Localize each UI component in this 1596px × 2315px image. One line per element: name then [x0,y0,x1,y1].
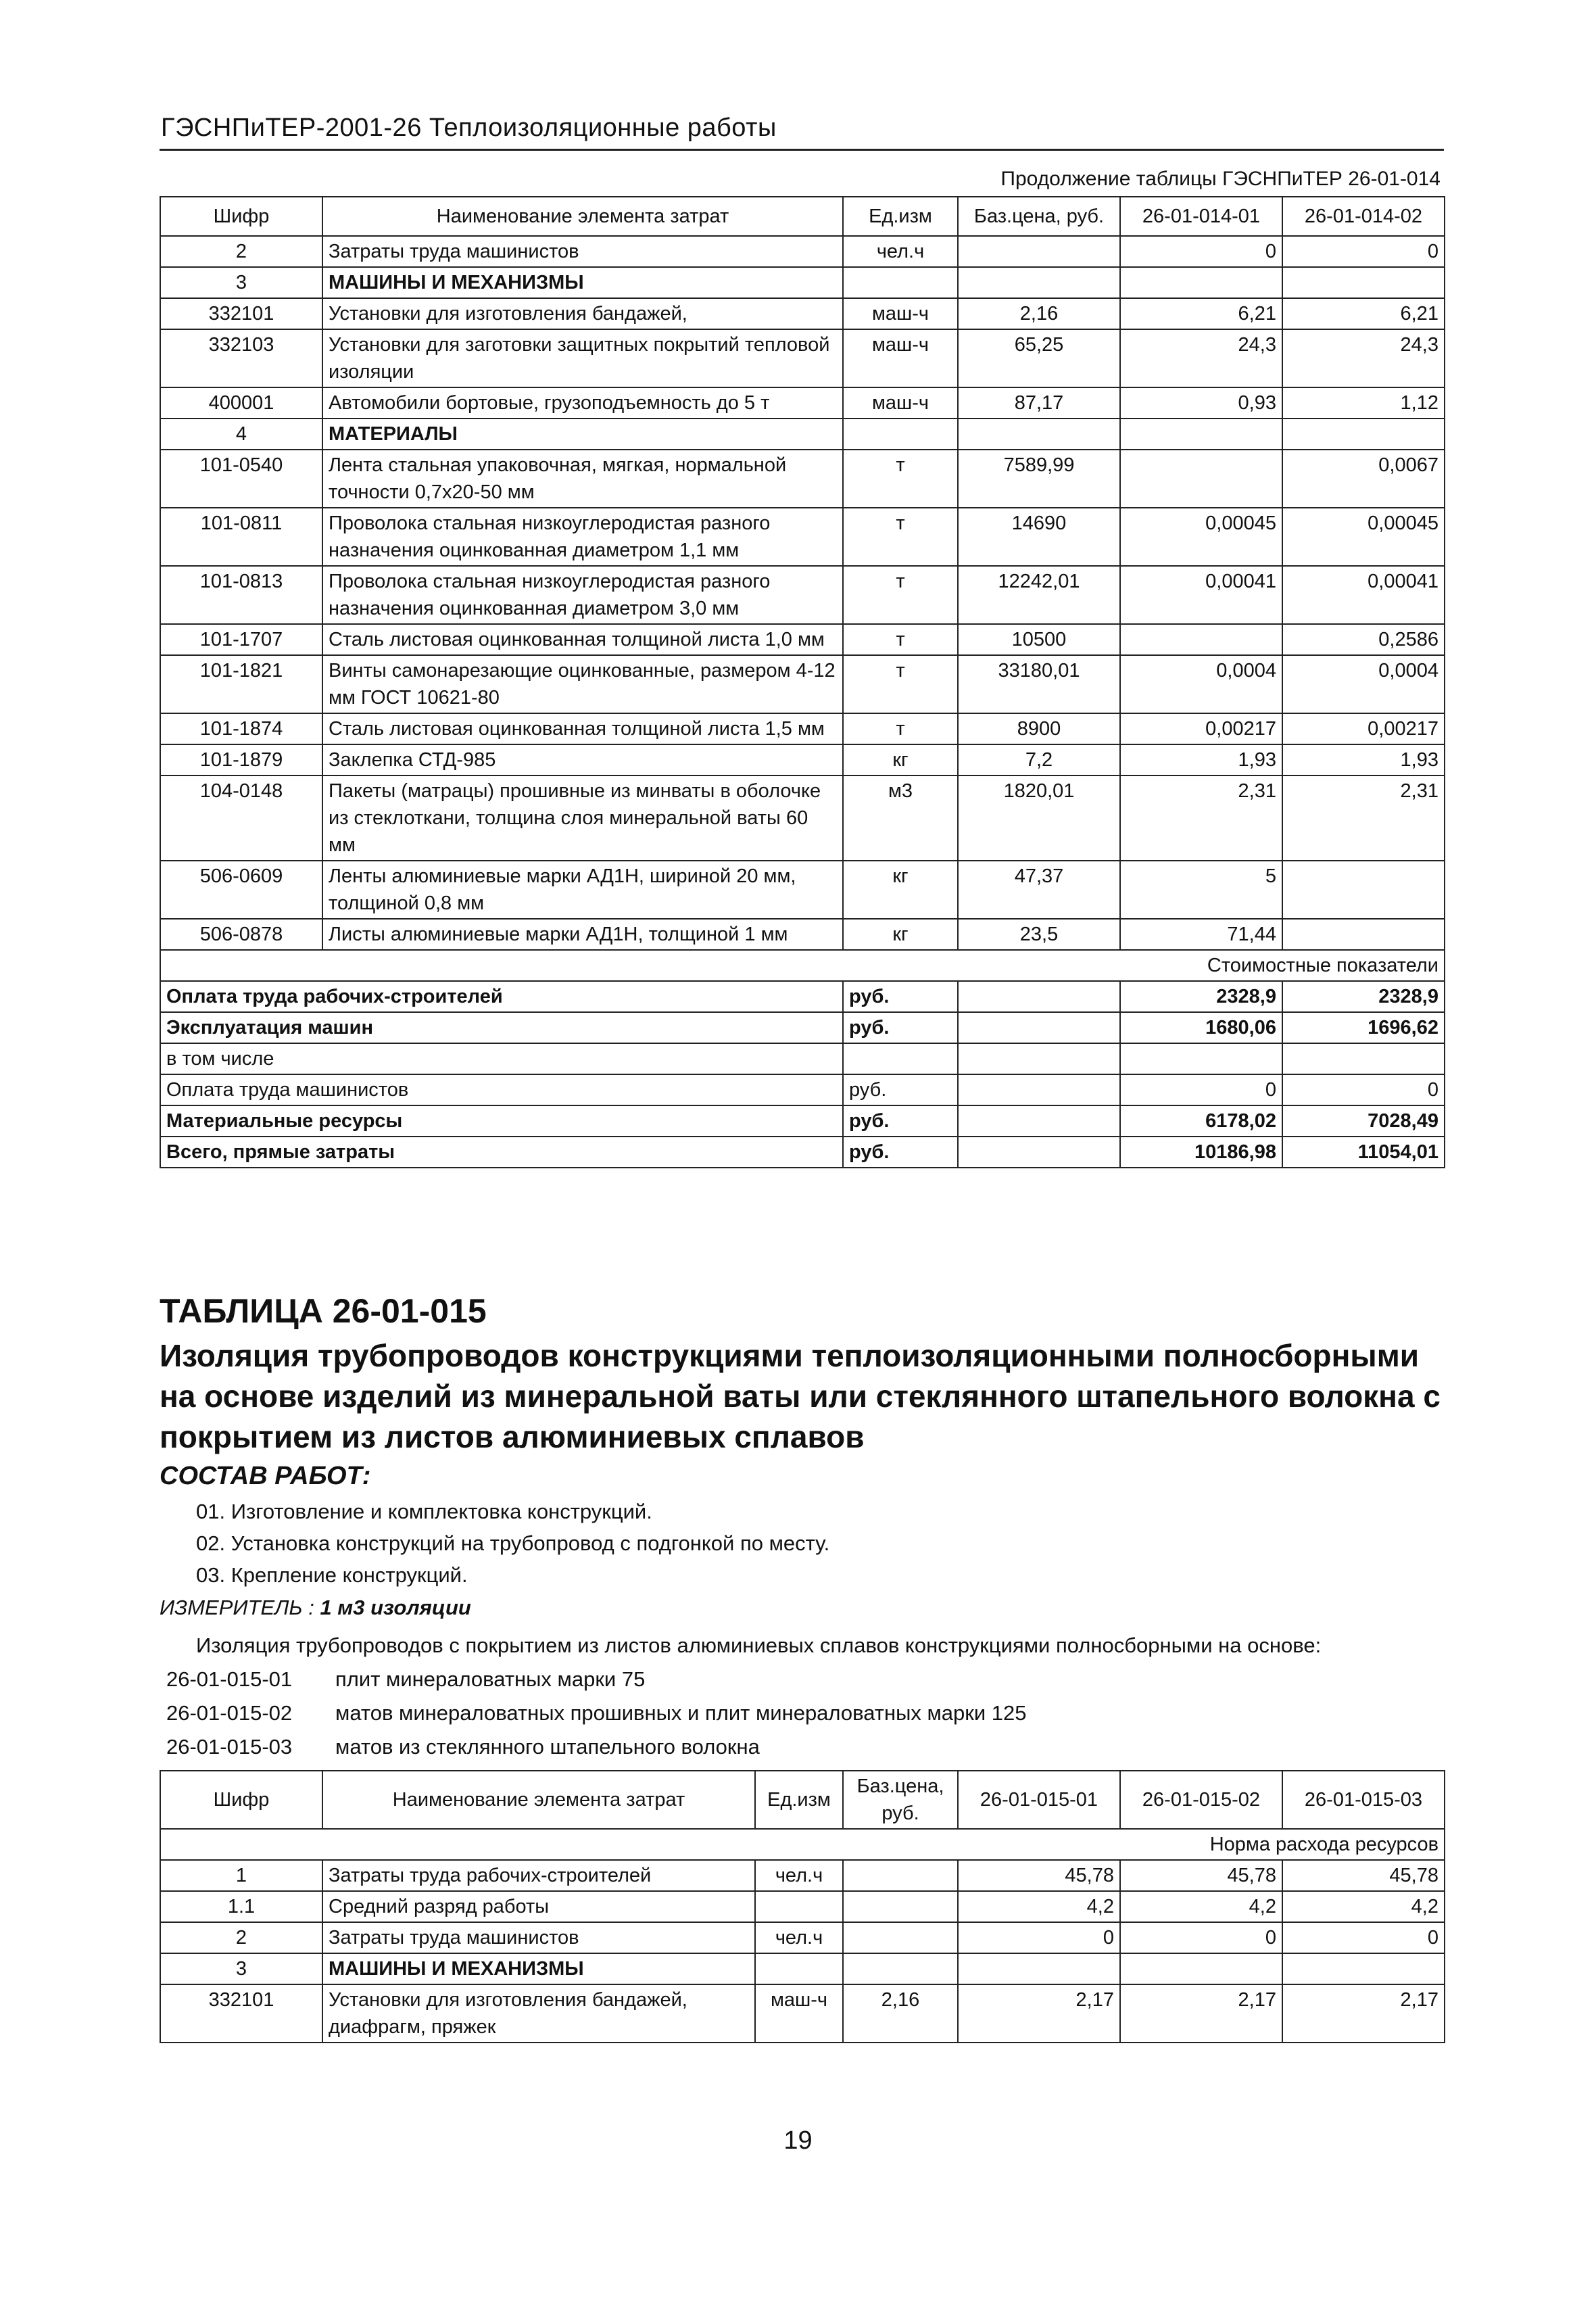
row-value-1 [958,1953,1120,1984]
measurement-unit [160,1596,471,1620]
table-row [160,236,1445,267]
row-name: Затраты труда машинистов [322,236,843,267]
row-name: Средний разряд работы [322,1891,755,1922]
cost-value-2: 1696,62 [1282,1012,1445,1043]
row-unit: т [843,450,958,508]
row-price: 1820,01 [958,775,1120,861]
row-name: Пакеты (матрацы) прошивные из минваты в оболочке из стеклоткани, толщина слоя минеральной ваты 60 мм [322,775,843,861]
table-row [160,450,1445,508]
row-value-2: 0 [1120,1922,1282,1953]
table-row [160,329,1445,387]
cost-value-2: 7028,49 [1282,1105,1445,1137]
header-col-1: 26-01-015-01 [958,1771,1120,1829]
work-item: 03. Крепление конструкций. [196,1563,468,1587]
row-price: 33180,01 [958,655,1120,713]
row-unit: т [843,713,958,744]
row-price: 7,2 [958,744,1120,775]
cost-row [160,1105,1445,1137]
row-value-2: 0,00217 [1282,713,1445,744]
row-value-1: 24,3 [1120,329,1282,387]
row-name: Листы алюминиевые марки АД1Н, толщиной 1 мм [322,919,843,950]
table-row [160,387,1445,419]
cost-price-empty [958,1074,1120,1105]
row-value-1: 0,00217 [1120,713,1282,744]
row-value-1: 0,0004 [1120,655,1282,713]
row-value-3 [1282,1953,1445,1984]
cost-value-1: 10186,98 [1120,1137,1282,1168]
table-row [160,298,1445,329]
table-header-row [160,197,1445,236]
row-unit: т [843,624,958,655]
cost-value-1: 1680,06 [1120,1012,1282,1043]
row-code: 101-1879 [160,744,322,775]
row-value-2 [1282,419,1445,450]
cost-value-1: 6178,02 [1120,1105,1282,1137]
row-unit: чел.ч [843,236,958,267]
row-unit: чел.ч [755,1860,843,1891]
row-unit [755,1953,843,1984]
code-id: 26-01-015-01 [166,1667,293,1691]
table-body [160,1860,1445,2043]
table-continuation-note: Продолжение таблицы ГЭСНПиТЕР 26-01-014 [1000,168,1441,190]
document-header-title: ГЭСНПиТЕР-2001-26 Теплоизоляционные работы [161,114,777,142]
cost-label: Эксплуатация машин [160,1012,843,1043]
table-header-row [160,1771,1445,1829]
cost-value-1: 0 [1120,1074,1282,1105]
row-code: 4 [160,419,322,450]
row-code: 101-0540 [160,450,322,508]
row-value-2: 0,0067 [1282,450,1445,508]
row-unit: т [843,566,958,624]
row-name: Автомобили бортовые, грузоподъемность до 5 т [322,387,843,419]
row-unit: маш-ч [843,329,958,387]
row-name: Сталь листовая оцинкованная толщиной листа 1,5 мм [322,713,843,744]
cost-label: Материальные ресурсы [160,1105,843,1137]
row-value-1: 45,78 [958,1860,1120,1891]
meter-label: ИЗМЕРИТЕЛЬ : [160,1596,314,1619]
row-price: 2,16 [958,298,1120,329]
row-value-1: 1,93 [1120,744,1282,775]
cost-label: Всего, прямые затраты [160,1137,843,1168]
table-row [160,861,1445,919]
row-name: Ленты алюминиевые марки АД1Н, шириной 20 мм, толщиной 0,8 мм [322,861,843,919]
cost-price-empty [958,1043,1120,1074]
row-code: 1 [160,1860,322,1891]
row-value-3: 45,78 [1282,1860,1445,1891]
header-code: Шифр [160,197,322,236]
cost-unit: руб. [843,1105,958,1137]
row-price: 65,25 [958,329,1120,387]
row-price [843,1860,958,1891]
cost-section-label-row [160,950,1445,981]
cost-unit [843,1043,958,1074]
table-title: Изоляция трубопроводов конструкциями теплоизоляционными полносборными на основе изделий из минеральной ваты или стеклянного штапельного волокна с покрытием из листов алюминиевых сплавов [160,1338,1441,1454]
table-row [160,624,1445,655]
header-col-1: 26-01-014-01 [1120,197,1282,236]
table-row [160,1984,1445,2043]
row-code: 2 [160,236,322,267]
row-unit [755,1891,843,1922]
row-price [843,1891,958,1922]
row-value-1: 0,93 [1120,387,1282,419]
table-row [160,744,1445,775]
row-price: 12242,01 [958,566,1120,624]
row-value-1: 2,31 [1120,775,1282,861]
code-text: матов из стеклянного штапельного волокна [335,1735,760,1759]
cost-unit: руб. [843,1137,958,1168]
row-name: Проволока стальная низкоуглеродистая разного назначения оцинкованная диаметром 3,0 мм [322,566,843,624]
cost-value-2: 0 [1282,1074,1445,1105]
table-row [160,1860,1445,1891]
row-value-2: 24,3 [1282,329,1445,387]
table-row [160,775,1445,861]
code-id: 26-01-015-03 [166,1735,293,1759]
row-name: Сталь листовая оцинкованная толщиной листа 1,0 мм [322,624,843,655]
table-row [160,713,1445,744]
row-code: 3 [160,267,322,298]
code-text: плит минераловатных марки 75 [335,1667,646,1691]
row-value-1: 71,44 [1120,919,1282,950]
row-unit: кг [843,919,958,950]
row-value-1 [1120,450,1282,508]
row-value-1: 0,00045 [1120,508,1282,566]
row-name: Затраты труда машинистов [322,1922,755,1953]
row-unit: кг [843,861,958,919]
table-row [160,1922,1445,1953]
row-value-1: 4,2 [958,1891,1120,1922]
cost-value-2: 11054,01 [1282,1137,1445,1168]
row-code: 506-0609 [160,861,322,919]
table-row [160,508,1445,566]
row-name: МАТЕРИАЛЫ [322,419,843,450]
row-value-2 [1282,919,1445,950]
row-unit: м3 [843,775,958,861]
table-row [160,1953,1445,1984]
row-code: 101-1874 [160,713,322,744]
row-unit [843,419,958,450]
code-description [166,1667,645,1692]
row-value-3: 4,2 [1282,1891,1445,1922]
row-price: 87,17 [958,387,1120,419]
row-value-1 [1120,624,1282,655]
cost-unit: руб. [843,1074,958,1105]
row-code: 101-1707 [160,624,322,655]
row-code: 332101 [160,1984,322,2043]
row-value-1 [1120,419,1282,450]
row-value-3: 2,17 [1282,1984,1445,2043]
row-name: Установки для заготовки защитных покрытий тепловой изоляции [322,329,843,387]
row-value-3: 0 [1282,1922,1445,1953]
row-unit: чел.ч [755,1922,843,1953]
header-rule [160,149,1444,151]
cost-price-empty [958,1105,1120,1137]
row-price: 2,16 [843,1984,958,2043]
row-price: 23,5 [958,919,1120,950]
cost-row [160,1137,1445,1168]
cost-label: в том числе [160,1043,843,1074]
row-name: Установки для изготовления бандажей, диафрагм, пряжек [322,1984,755,2043]
row-value-2: 45,78 [1120,1860,1282,1891]
row-price [843,1953,958,1984]
row-value-2: 0,00045 [1282,508,1445,566]
row-price: 8900 [958,713,1120,744]
header-col-2: 26-01-014-02 [1282,197,1445,236]
cost-value-2: 2328,9 [1282,981,1445,1012]
table-number: ТАБЛИЦА 26-01-015 [160,1292,487,1330]
row-unit: маш-ч [843,298,958,329]
cost-value-1: 2328,9 [1120,981,1282,1012]
resource-table-26-01-015 [160,1770,1445,2043]
row-price: 47,37 [958,861,1120,919]
row-value-2: 0 [1282,236,1445,267]
row-value-1: 5 [1120,861,1282,919]
cost-label: Оплата труда рабочих-строителей [160,981,843,1012]
row-value-2: 2,31 [1282,775,1445,861]
row-name: МАШИНЫ И МЕХАНИЗМЫ [322,1953,755,1984]
row-code: 1.1 [160,1891,322,1922]
work-item: 02. Установка конструкций на трубопровод с подгонкой по месту. [196,1531,830,1555]
cost-unit: руб. [843,981,958,1012]
meter-value: 1 м3 изоляции [320,1596,471,1619]
table-row [160,655,1445,713]
row-value-2: 0,0004 [1282,655,1445,713]
code-id: 26-01-015-02 [166,1701,293,1725]
row-code: 101-1821 [160,655,322,713]
row-price: 14690 [958,508,1120,566]
row-value-1: 6,21 [1120,298,1282,329]
row-value-1: 0 [1120,236,1282,267]
cost-row [160,1074,1445,1105]
row-code: 400001 [160,387,322,419]
header-price: Баз.цена, руб. [958,197,1120,236]
row-value-1: 2,17 [958,1984,1120,2043]
row-unit: кг [843,744,958,775]
cost-unit: руб. [843,1012,958,1043]
cost-row [160,981,1445,1012]
row-code: 332101 [160,298,322,329]
cost-price-empty [958,1137,1120,1168]
header-unit: Ед.изм [843,197,958,236]
table-row [160,919,1445,950]
header-name: Наименование элемента затрат [322,197,843,236]
row-value-2 [1120,1953,1282,1984]
header-name: Наименование элемента затрат [322,1771,755,1829]
table-row [160,419,1445,450]
row-unit: т [843,508,958,566]
row-unit: маш-ч [843,387,958,419]
row-value-2: 1,93 [1282,744,1445,775]
row-value-2: 1,12 [1282,387,1445,419]
row-code: 3 [160,1953,322,1984]
header-price: Баз.цена, руб. [843,1771,958,1829]
row-code: 101-0811 [160,508,322,566]
cost-value-1 [1120,1043,1282,1074]
row-code: 104-0148 [160,775,322,861]
row-price: 10500 [958,624,1120,655]
table-row [160,566,1445,624]
header-code: Шифр [160,1771,322,1829]
cost-label: Оплата труда машинистов [160,1074,843,1105]
row-value-1: 0,00041 [1120,566,1282,624]
row-name: Заклепка СТД-985 [322,744,843,775]
cost-section [160,950,1445,1168]
row-value-2: 6,21 [1282,298,1445,329]
row-name: Установки для изготовления бандажей, [322,298,843,329]
cost-value-2 [1282,1043,1445,1074]
row-price [843,1922,958,1953]
page-number: 19 [783,2126,813,2155]
row-price [958,267,1120,298]
row-unit [843,267,958,298]
cost-price-empty [958,1012,1120,1043]
row-code: 101-0813 [160,566,322,624]
header-col-2: 26-01-015-02 [1120,1771,1282,1829]
table-row [160,267,1445,298]
header-unit: Ед.изм [755,1771,843,1829]
header-col-3: 26-01-015-03 [1282,1771,1445,1829]
norm-label-row [160,1829,1445,1860]
resource-table-26-01-014 [160,196,1445,1168]
row-value-2: 0,2586 [1282,624,1445,655]
code-description [166,1701,1027,1725]
row-name: Затраты труда рабочих-строителей [322,1860,755,1891]
row-value-2: 4,2 [1120,1891,1282,1922]
row-unit: т [843,655,958,713]
code-description [166,1735,760,1759]
row-price [958,419,1120,450]
row-code: 332103 [160,329,322,387]
row-price [958,236,1120,267]
row-code: 506-0878 [160,919,322,950]
row-price: 7589,99 [958,450,1120,508]
row-code: 2 [160,1922,322,1953]
row-name: Лента стальная упаковочная, мягкая, нормальной точности 0,7x20-50 мм [322,450,843,508]
table-intro: Изоляция трубопроводов с покрытием из листов алюминиевых сплавов конструкциями полносборными на основе: [196,1633,1322,1657]
row-value-1: 0 [958,1922,1120,1953]
work-composition-heading: СОСТАВ РАБОТ: [160,1462,371,1490]
norm-label: Норма расхода ресурсов [160,1829,1445,1860]
row-name: Проволока стальная низкоуглеродистая разного назначения оцинкованная диаметром 1,1 мм [322,508,843,566]
code-text: матов минераловатных прошивных и плит минераловатных марки 125 [335,1701,1027,1725]
row-unit: маш-ч [755,1984,843,2043]
row-value-1 [1120,267,1282,298]
row-name: МАШИНЫ И МЕХАНИЗМЫ [322,267,843,298]
row-value-2 [1282,267,1445,298]
cost-section-label: Стоимостные показатели [160,950,1445,981]
table-body [160,236,1445,950]
table-row [160,1891,1445,1922]
cost-price-empty [958,981,1120,1012]
cost-row [160,1012,1445,1043]
cost-row [160,1043,1445,1074]
row-value-2: 2,17 [1120,1984,1282,2043]
work-item: 01. Изготовление и комплектовка конструкций. [196,1500,652,1523]
row-value-2 [1282,861,1445,919]
row-name: Винты самонарезающие оцинкованные, размером 4-12 мм ГОСТ 10621-80 [322,655,843,713]
row-value-2: 0,00041 [1282,566,1445,624]
